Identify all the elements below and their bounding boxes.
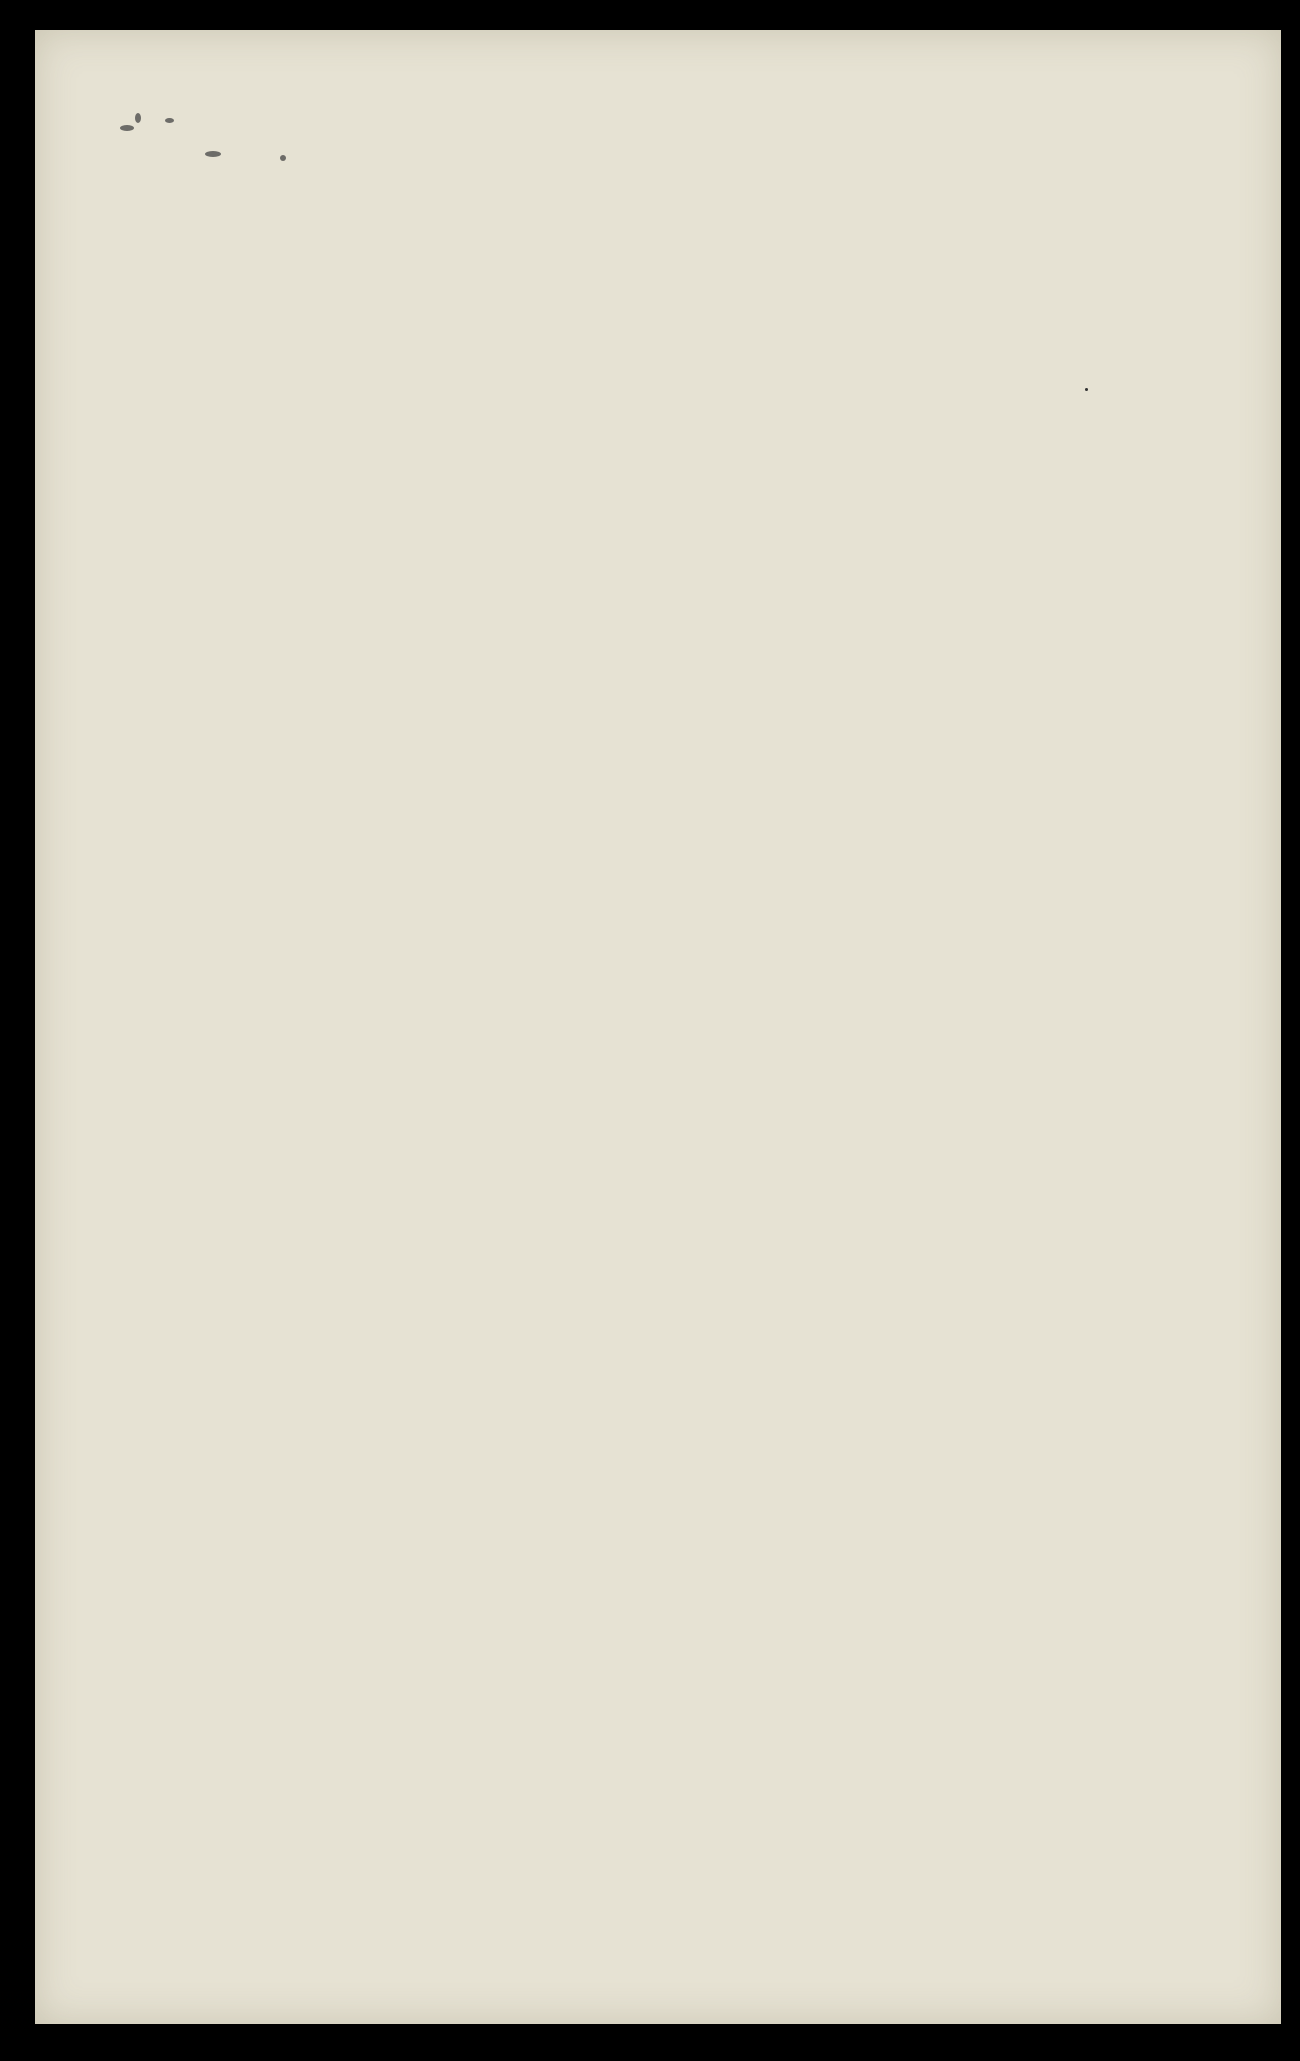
ink-blot [135, 113, 141, 123]
ink-blot [280, 155, 286, 161]
document-body [270, 188, 1230, 212]
ink-blot [205, 151, 221, 157]
document-page [35, 30, 1281, 2024]
ink-blot [165, 118, 174, 123]
stray-mark [1085, 388, 1088, 391]
ink-blot [120, 125, 134, 131]
